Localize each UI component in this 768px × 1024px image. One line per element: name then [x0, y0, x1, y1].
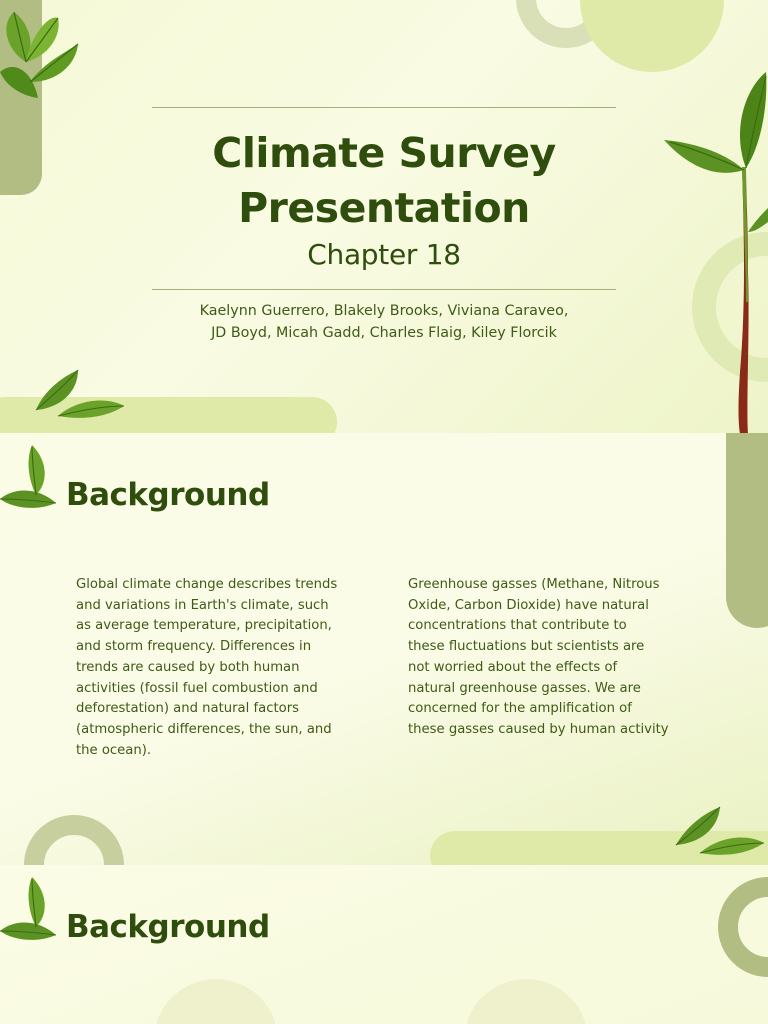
authors-line-1: Kaelynn Guerrero, Blakely Brooks, Viviana Caraveo, — [199, 303, 569, 319]
title-slide — [0, 0, 768, 433]
title-line-1: Climate Survey — [212, 129, 556, 177]
background-slide — [0, 433, 768, 865]
authors-line-2: JD Boyd, Micah Gadd, Charles Flaig, Kiley Florcik — [211, 325, 557, 341]
top-divider — [152, 107, 616, 108]
right-column-text: Greenhouse gasses (Methane, Nitrous Oxide, Carbon Dioxide) have natural concentrations that contribute to these fluctuations but scientists are not worried about the effects of natural greenhouse gasses. We are concerned for the amplification of these gasses caused by human activity — [408, 577, 669, 737]
ring-decoration — [24, 815, 124, 865]
left-column-text: Global climate change describes trends and variations in Earth's climate, such as average temperature, precipitation, and storm frequency. Differences in trends are caused by both human activities (fossil fuel combustion and deforestation) and natural factors (atmospheric differences, the sun, and the ocean). — [76, 577, 338, 758]
ring-decoration — [718, 877, 768, 977]
leaf-icon — [32, 368, 128, 422]
circle-decoration — [464, 979, 588, 1024]
bottom-divider — [152, 289, 616, 290]
circle-decoration — [154, 979, 278, 1024]
section-heading: Background — [66, 477, 270, 513]
circle-decoration — [580, 0, 724, 72]
title-line-2: Presentation — [238, 184, 530, 232]
background-slide-2 — [0, 865, 768, 1024]
subtitle: Chapter 18 — [307, 238, 461, 271]
leaf-icon — [0, 0, 90, 110]
leaf-icon — [0, 445, 60, 515]
sage-pill-decoration — [726, 433, 768, 628]
leaf-icon — [0, 877, 60, 947]
section-heading: Background — [66, 909, 270, 945]
leaf-icon — [672, 805, 768, 861]
